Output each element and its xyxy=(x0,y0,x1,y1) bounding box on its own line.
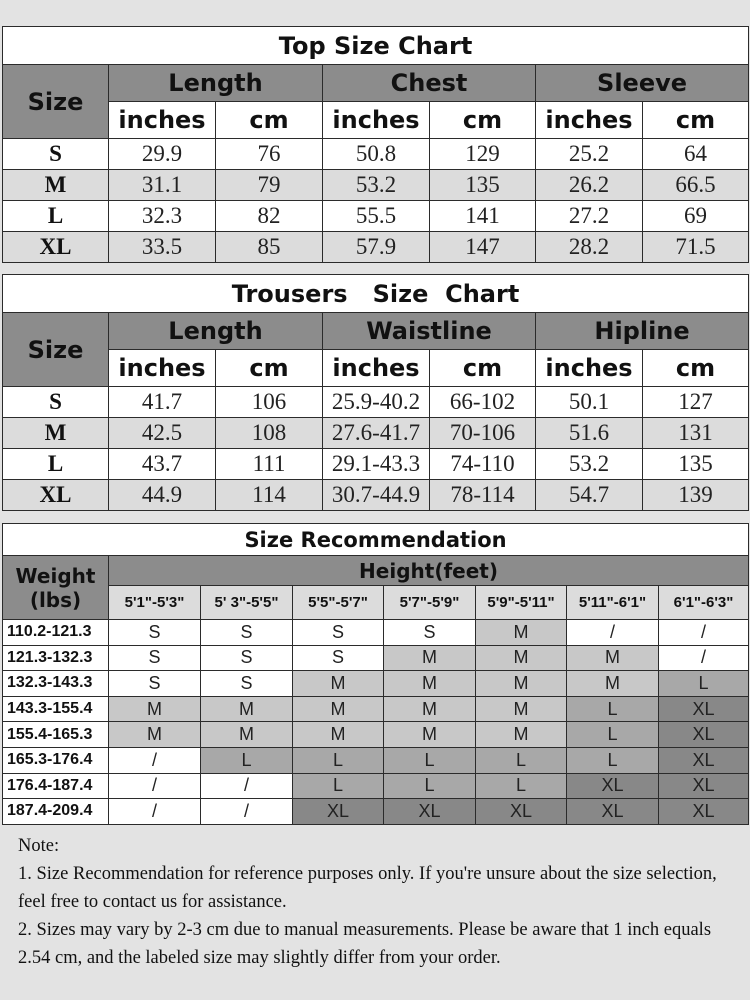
weight-header-line2: (lbs) xyxy=(29,587,82,612)
table-row xyxy=(3,773,749,799)
recommended-size-cell: M xyxy=(384,671,476,697)
recommendation-title: Size Recommendation xyxy=(3,524,749,556)
recommended-size-cell: M xyxy=(293,722,384,748)
size-label: XL xyxy=(3,480,109,511)
unit-header: inches xyxy=(323,102,430,139)
unit-header: cm xyxy=(643,102,749,139)
recommended-size-cell: L xyxy=(659,671,749,697)
recommended-size-cell: L xyxy=(384,747,476,773)
table-cell: 141 xyxy=(430,201,536,232)
recommended-size-cell: XL xyxy=(659,747,749,773)
recommended-size-cell: M xyxy=(567,671,659,697)
size-label: XL xyxy=(3,232,109,263)
table-cell: 51.6 xyxy=(536,418,643,449)
recommended-size-cell: XL xyxy=(384,799,476,825)
table-cell: 26.2 xyxy=(536,170,643,201)
recommended-size-cell: M xyxy=(384,696,476,722)
recommended-size-cell: S xyxy=(293,645,384,671)
table-row xyxy=(3,645,749,671)
unit-header: inches xyxy=(536,350,643,387)
table-cell: 30.7-44.9 xyxy=(323,480,430,511)
height-range-header: 5'5"-5'7" xyxy=(293,586,384,620)
recommended-size-cell: L xyxy=(567,696,659,722)
weight-range-label: 143.3-155.4 xyxy=(3,696,109,722)
unit-header: inches xyxy=(536,102,643,139)
weight-range-label: 176.4-187.4 xyxy=(3,773,109,799)
unit-header: cm xyxy=(216,102,323,139)
table-row xyxy=(3,201,749,232)
table-cell: 69 xyxy=(643,201,749,232)
recommended-size-cell: S xyxy=(201,620,293,646)
table-row xyxy=(3,170,749,201)
table-row xyxy=(3,449,749,480)
table-cell: 42.5 xyxy=(109,418,216,449)
note-item: 1. Size Recommendation for reference purposes only. If you're unsure about the size selection, feel free to contact us for assistance. xyxy=(18,864,717,912)
recommended-size-cell: / xyxy=(201,773,293,799)
recommended-size-cell: L xyxy=(476,773,567,799)
recommended-size-cell: XL xyxy=(659,722,749,748)
size-label: S xyxy=(3,387,109,418)
table-cell: 53.2 xyxy=(536,449,643,480)
table-cell: 111 xyxy=(216,449,323,480)
size-label: M xyxy=(3,170,109,201)
weight-range-label: 121.3-132.3 xyxy=(3,645,109,671)
recommended-size-cell: / xyxy=(201,799,293,825)
table-row xyxy=(3,722,749,748)
recommended-size-cell: M xyxy=(201,722,293,748)
table-cell: 27.6-41.7 xyxy=(323,418,430,449)
recommended-size-cell: S xyxy=(109,671,201,697)
recommended-size-cell: S xyxy=(201,645,293,671)
unit-header: inches xyxy=(323,350,430,387)
recommended-size-cell: L xyxy=(567,747,659,773)
table-cell: 50.8 xyxy=(323,139,430,170)
table-cell: 64 xyxy=(643,139,749,170)
recommended-size-cell: S xyxy=(293,620,384,646)
table-cell: 66-102 xyxy=(430,387,536,418)
recommended-size-cell: M xyxy=(476,696,567,722)
recommended-size-cell: / xyxy=(109,747,201,773)
unit-header: cm xyxy=(430,102,536,139)
recommended-size-cell: XL xyxy=(567,773,659,799)
table-cell: 85 xyxy=(216,232,323,263)
unit-header: cm xyxy=(643,350,749,387)
table-cell: 71.5 xyxy=(643,232,749,263)
table-row xyxy=(3,387,749,418)
table-cell: 54.7 xyxy=(536,480,643,511)
table-cell: 50.1 xyxy=(536,387,643,418)
table-cell: 135 xyxy=(430,170,536,201)
recommended-size-cell: / xyxy=(109,773,201,799)
table-row xyxy=(3,747,749,773)
recommended-size-cell: M xyxy=(293,696,384,722)
recommended-size-cell: / xyxy=(659,645,749,671)
unit-header: inches xyxy=(109,102,216,139)
table-cell: 131 xyxy=(643,418,749,449)
recommended-size-cell: M xyxy=(293,671,384,697)
recommended-size-cell: M xyxy=(567,645,659,671)
height-range-header: 5'9"-5'11" xyxy=(476,586,567,620)
recommended-size-cell: M xyxy=(384,722,476,748)
notes-section xyxy=(18,832,738,972)
length-header: Length xyxy=(109,65,323,102)
table-cell: 53.2 xyxy=(323,170,430,201)
table-cell: 78-114 xyxy=(430,480,536,511)
length-header: Length xyxy=(109,313,323,350)
top-chart-title: Top Size Chart xyxy=(3,27,749,65)
recommended-size-cell: / xyxy=(109,799,201,825)
recommended-size-cell: M xyxy=(476,645,567,671)
table-cell: 43.7 xyxy=(109,449,216,480)
table-cell: 74-110 xyxy=(430,449,536,480)
table-cell: 27.2 xyxy=(536,201,643,232)
recommended-size-cell: S xyxy=(109,620,201,646)
table-cell: 25.2 xyxy=(536,139,643,170)
table-cell: 29.1-43.3 xyxy=(323,449,430,480)
table-cell: 32.3 xyxy=(109,201,216,232)
recommended-size-cell: XL xyxy=(476,799,567,825)
waistline-header: Waistline xyxy=(323,313,536,350)
recommended-size-cell: M xyxy=(109,696,201,722)
recommended-size-cell: L xyxy=(293,773,384,799)
table-cell: 28.2 xyxy=(536,232,643,263)
note-item: 2. Sizes may vary by 2-3 cm due to manual measurements. Please be aware that 1 inch equals 2.54 cm, and the labeled size may slightly differ from your order. xyxy=(18,920,712,968)
table-row xyxy=(3,671,749,697)
table-cell: 79 xyxy=(216,170,323,201)
recommended-size-cell: XL xyxy=(659,773,749,799)
recommended-size-cell: L xyxy=(293,747,384,773)
recommended-size-cell: M xyxy=(476,671,567,697)
weight-range-label: 155.4-165.3 xyxy=(3,722,109,748)
weight-range-label: 132.3-143.3 xyxy=(3,671,109,697)
table-cell: 106 xyxy=(216,387,323,418)
table-row xyxy=(3,232,749,263)
weight-range-label: 165.3-176.4 xyxy=(3,747,109,773)
recommended-size-cell: L xyxy=(201,747,293,773)
recommended-size-cell: XL xyxy=(567,799,659,825)
table-cell: 44.9 xyxy=(109,480,216,511)
recommended-size-cell: M xyxy=(476,722,567,748)
recommended-size-cell: XL xyxy=(659,799,749,825)
size-label: S xyxy=(3,139,109,170)
trousers-size-chart xyxy=(2,274,748,511)
table-cell: 76 xyxy=(216,139,323,170)
table-cell: 29.9 xyxy=(109,139,216,170)
height-range-header: 5'7"-5'9" xyxy=(384,586,476,620)
size-label: L xyxy=(3,201,109,232)
weight-header xyxy=(3,556,109,620)
recommended-size-cell: L xyxy=(384,773,476,799)
table-cell: 114 xyxy=(216,480,323,511)
table-cell: 135 xyxy=(643,449,749,480)
trousers-chart-title: Trousers Size Chart xyxy=(3,275,749,313)
height-range-header: 6'1"-6'3" xyxy=(659,586,749,620)
table-cell: 127 xyxy=(643,387,749,418)
size-label: L xyxy=(3,449,109,480)
table-row xyxy=(3,799,749,825)
table-cell: 25.9-40.2 xyxy=(323,387,430,418)
recommended-size-cell: M xyxy=(476,620,567,646)
table-cell: 82 xyxy=(216,201,323,232)
table-cell: 147 xyxy=(430,232,536,263)
sleeve-header: Sleeve xyxy=(536,65,749,102)
notes-heading: Note: xyxy=(18,836,60,856)
weight-range-label: 110.2-121.3 xyxy=(3,620,109,646)
height-range-header: 5'11"-6'1" xyxy=(567,586,659,620)
recommended-size-cell: XL xyxy=(293,799,384,825)
table-row xyxy=(3,480,749,511)
recommended-size-cell: XL xyxy=(659,696,749,722)
recommended-size-cell: M xyxy=(201,696,293,722)
table-cell: 41.7 xyxy=(109,387,216,418)
recommended-size-cell: S xyxy=(201,671,293,697)
table-cell: 66.5 xyxy=(643,170,749,201)
chest-header: Chest xyxy=(323,65,536,102)
size-header: Size xyxy=(3,313,109,387)
table-cell: 129 xyxy=(430,139,536,170)
table-cell: 31.1 xyxy=(109,170,216,201)
unit-header: cm xyxy=(430,350,536,387)
table-cell: 57.9 xyxy=(323,232,430,263)
recommended-size-cell: M xyxy=(384,645,476,671)
table-cell: 139 xyxy=(643,480,749,511)
table-row xyxy=(3,139,749,170)
table-row xyxy=(3,418,749,449)
unit-header: cm xyxy=(216,350,323,387)
recommended-size-cell: / xyxy=(567,620,659,646)
table-cell: 33.5 xyxy=(109,232,216,263)
table-cell: 70-106 xyxy=(430,418,536,449)
table-cell: 108 xyxy=(216,418,323,449)
size-header: Size xyxy=(3,65,109,139)
recommended-size-cell: S xyxy=(109,645,201,671)
height-range-header: 5' 3"-5'5" xyxy=(201,586,293,620)
unit-header: inches xyxy=(109,350,216,387)
recommended-size-cell: M xyxy=(109,722,201,748)
table-cell: 55.5 xyxy=(323,201,430,232)
recommended-size-cell: / xyxy=(659,620,749,646)
recommended-size-cell: L xyxy=(567,722,659,748)
size-label: M xyxy=(3,418,109,449)
table-row xyxy=(3,696,749,722)
size-recommendation-table xyxy=(2,523,748,825)
weight-header-line1: Weight xyxy=(15,563,96,588)
top-size-chart xyxy=(2,26,748,263)
hipline-header: Hipline xyxy=(536,313,749,350)
table-row xyxy=(3,620,749,646)
height-header: Height(feet) xyxy=(109,556,749,586)
recommended-size-cell: L xyxy=(476,747,567,773)
recommended-size-cell: S xyxy=(384,620,476,646)
weight-range-label: 187.4-209.4 xyxy=(3,799,109,825)
height-range-header: 5'1"-5'3" xyxy=(109,586,201,620)
